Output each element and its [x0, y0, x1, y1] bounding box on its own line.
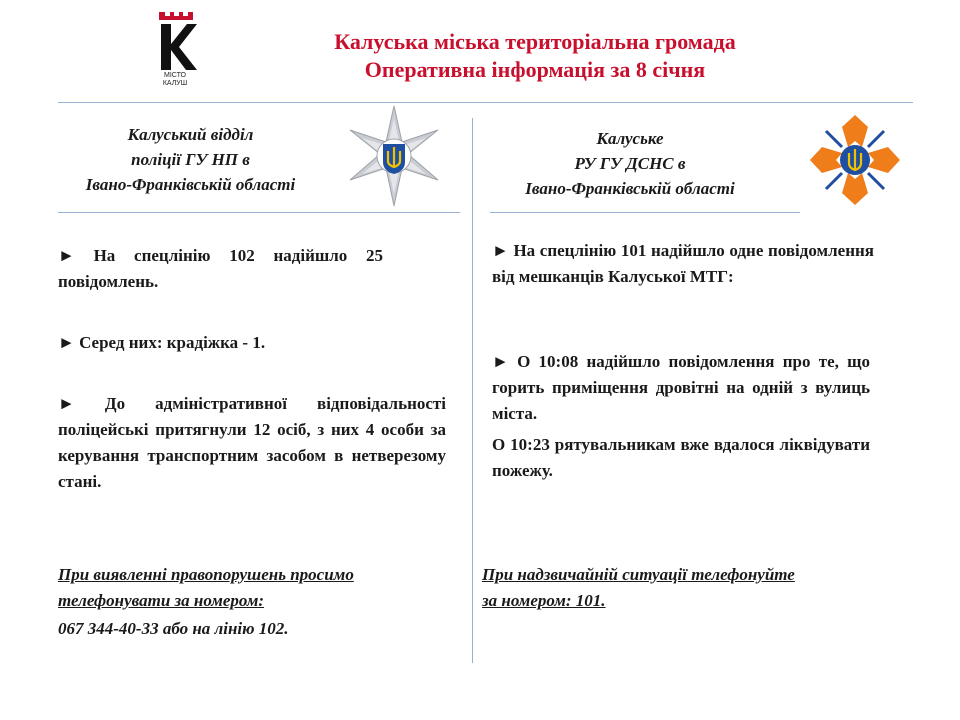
police-item-2: ► Серед них: крадіжка - 1. [58, 333, 266, 352]
page-header [240, 28, 830, 84]
police-footer-line1: При виявленні правопорушень просимо [58, 565, 354, 584]
dsns-item-3: О 10:23 рятувальникам вже вдалося ліквідувати пожежу. [492, 435, 870, 480]
dsns-footer [482, 562, 902, 614]
police-org-line3: Івано-Франківській області [85, 175, 296, 194]
column-divider [472, 118, 473, 663]
dsns-item-2: ► О 10:08 надійшло повідомлення про те, що горить приміщення дровітні на одній з вулиць міста. [492, 352, 870, 423]
police-badge [342, 104, 446, 208]
dsns-org-title [490, 126, 770, 201]
header-divider [58, 102, 913, 103]
police-badge-icon [342, 104, 446, 208]
logo-caption [152, 72, 198, 88]
dsns-org-line2: РУ ГУ ДСНС в [574, 154, 686, 173]
police-org-title [58, 122, 323, 197]
page-title: Калуська міська територіальна громада [334, 29, 736, 54]
dsns-cross-icon [806, 111, 904, 209]
police-title-divider [58, 212, 460, 213]
dsns-org-line1: Калуське [596, 129, 664, 148]
dsns-org-line3: Івано-Франківській області [525, 179, 735, 198]
police-footer-line2: телефонувати за номером: [58, 591, 265, 610]
police-phone: 067 344-40-33 або на лінію 102. [58, 619, 289, 638]
dsns-footer-line1: При надзвичайній ситуації телефонуйте [482, 565, 795, 584]
dsns-footer-line2: за номером: 101. [482, 591, 606, 610]
police-footer [58, 562, 458, 614]
dsns-item-1: ► На спецлінію 101 надійшло одне повідомлення від мешканців Калуської МТГ: [492, 241, 874, 286]
police-org-line2: поліції ГУ НП в [131, 150, 250, 169]
dsns-emblem [806, 111, 904, 209]
page-subtitle: Оперативна інформація за 8 січня [364, 57, 706, 82]
police-org-line1: Калуський відділ [127, 125, 254, 144]
kalush-logo-icon [155, 12, 197, 72]
logo-caption-line1: МІСТО [163, 72, 186, 79]
police-item-1: ► На спецлінію 102 надійшло 25 повідомлень. [58, 246, 383, 291]
dsns-title-divider [490, 212, 800, 213]
police-item-3: ► До адміністративної відповідальності поліцейські притягнули 12 осіб, з них 4 особи за керування транспортним засобом в нетверезому стані. [58, 394, 446, 491]
logo-caption-line2: КАЛУШ [162, 80, 188, 87]
